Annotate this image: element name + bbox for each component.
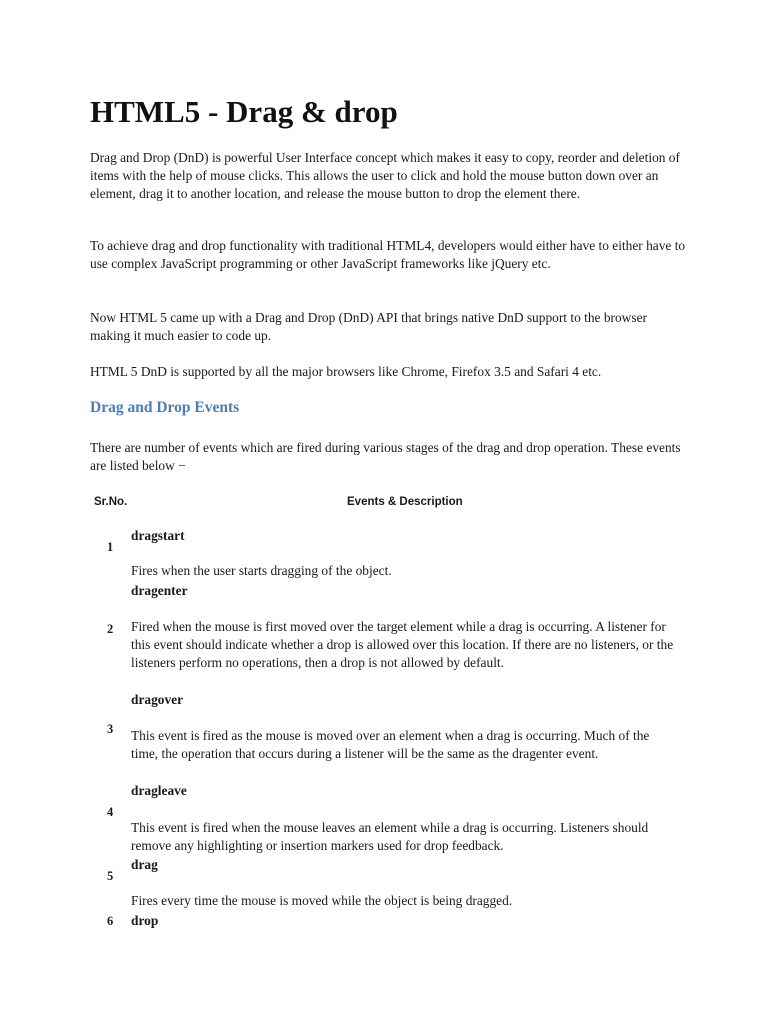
intro-paragraph: Drag and Drop (DnD) is powerful User Interface concept which makes it easy to copy, reorder and deletion of items with the help of mouse clicks. This allows the user to click and hold the mouse button down over an element, drag it to another location, and release the mouse button to drop the element there. [90,150,680,201]
event-name: dragenter [131,583,188,598]
row-number: 3 [107,722,114,736]
event-name: dragstart [131,528,185,543]
event-description: Fires every time the mouse is moved while the object is being dragged. [131,893,513,908]
event-name: drag [131,857,158,872]
section-intro: There are number of events which are fired during various stages of the drag and drop operation. These events are listed below − [90,440,681,473]
row-number: 6 [107,914,114,928]
row-number: 5 [107,869,114,883]
section-heading: Drag and Drop Events [90,399,240,416]
row-number: 2 [107,622,114,636]
table-header-srno: Sr.No. [94,496,128,508]
event-name: dragover [131,692,184,707]
page-title: HTML5 - Drag & drop [90,94,398,129]
row-number: 1 [107,540,114,554]
event-name: drop [131,913,159,928]
html5-api-paragraph: Now HTML 5 came up with a Drag and Drop (DnD) API that brings native DnD support to the browser making it much easier to code up. [90,310,647,343]
event-description: Fires when the user starts dragging of the object. [131,563,392,578]
table-header-events: Events & Description [347,496,463,508]
browser-support-paragraph: HTML 5 DnD is supported by all the major browsers like Chrome, Firefox 3.5 and Safari 4 etc. [90,364,602,379]
html4-paragraph: To achieve drag and drop functionality with traditional HTML4, developers would either have to either have to use complex JavaScript programming or other JavaScript frameworks like jQuery etc. [90,238,686,271]
row-number: 4 [107,805,114,819]
event-description: This event is fired as the mouse is moved over an element when a drag is occurring. Much of the time, the operation that occurs during a listener will be the same as the dragenter event. [131,728,650,761]
event-name: dragleave [131,783,187,798]
event-description: This event is fired when the mouse leaves an element while a drag is occurring. Listeners should remove any highlighting or insertion markers used for drop feedback. [131,820,649,853]
event-description: Fired when the mouse is first moved over the target element while a drag is occurring. A listener for this event should indicate whether a drop is allowed over this location. If there are no listeners, or the listeners perform no operations, then a drop is not allowed by default. [131,619,674,670]
